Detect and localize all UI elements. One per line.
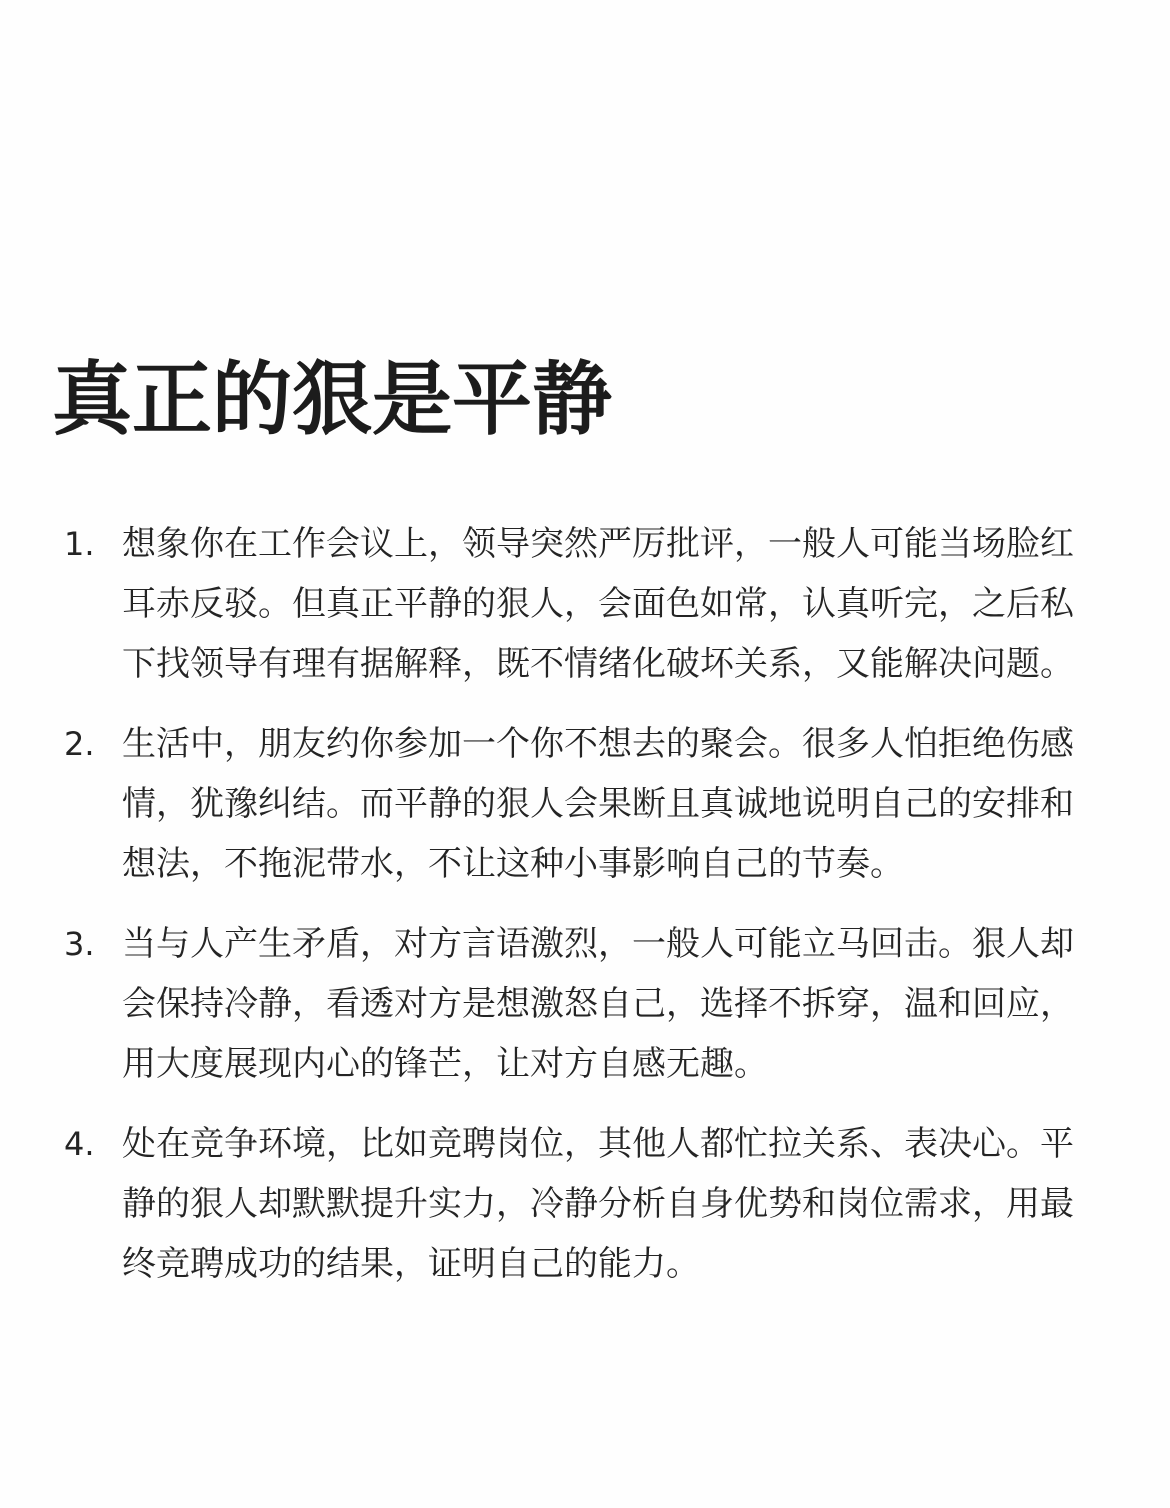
point-list bbox=[64, 514, 1104, 1314]
page-title: 真正的狠是平静 bbox=[52, 353, 612, 446]
list-item bbox=[64, 914, 1104, 1094]
list-item-text: 处在竞争环境，比如竞聘岗位，其他人都忙拉关系、表决心。平静的狠人却默默提升实力，冷静分析自身优势和岗位需求，用最终竞聘成功的结果，证明自己的能力。 bbox=[122, 1124, 1074, 1284]
list-item bbox=[64, 514, 1104, 694]
list-item-text: 当与人产生矛盾，对方言语激烈，一般人可能立马回击。狠人却会保持冷静，看透对方是想激怒自己，选择不拆穿，温和回应，用大度展现内心的锋芒，让对方自感无趣。 bbox=[122, 924, 1074, 1084]
list-item-text: 想象你在工作会议上，领导突然严厉批评，一般人可能当场脸红耳赤反驳。但真正平静的狠人，会面色如常，认真听完，之后私下找领导有理有据解释，既不情绪化破坏关系，又能解决问题。 bbox=[122, 524, 1074, 684]
list-item-text: 生活中，朋友约你参加一个你不想去的聚会。很多人怕拒绝伤感情，犹豫纠结。而平静的狠人会果断且真诚地说明自己的安排和想法，不拖泥带水，不让这种小事影响自己的节奏。 bbox=[122, 724, 1074, 884]
list-item-number: 1. bbox=[64, 525, 95, 563]
list-item-number: 3. bbox=[64, 925, 95, 963]
list-item-number: 2. bbox=[64, 725, 95, 763]
list-item bbox=[64, 714, 1104, 894]
list-item-number: 4. bbox=[64, 1125, 95, 1163]
list-item bbox=[64, 1114, 1104, 1294]
